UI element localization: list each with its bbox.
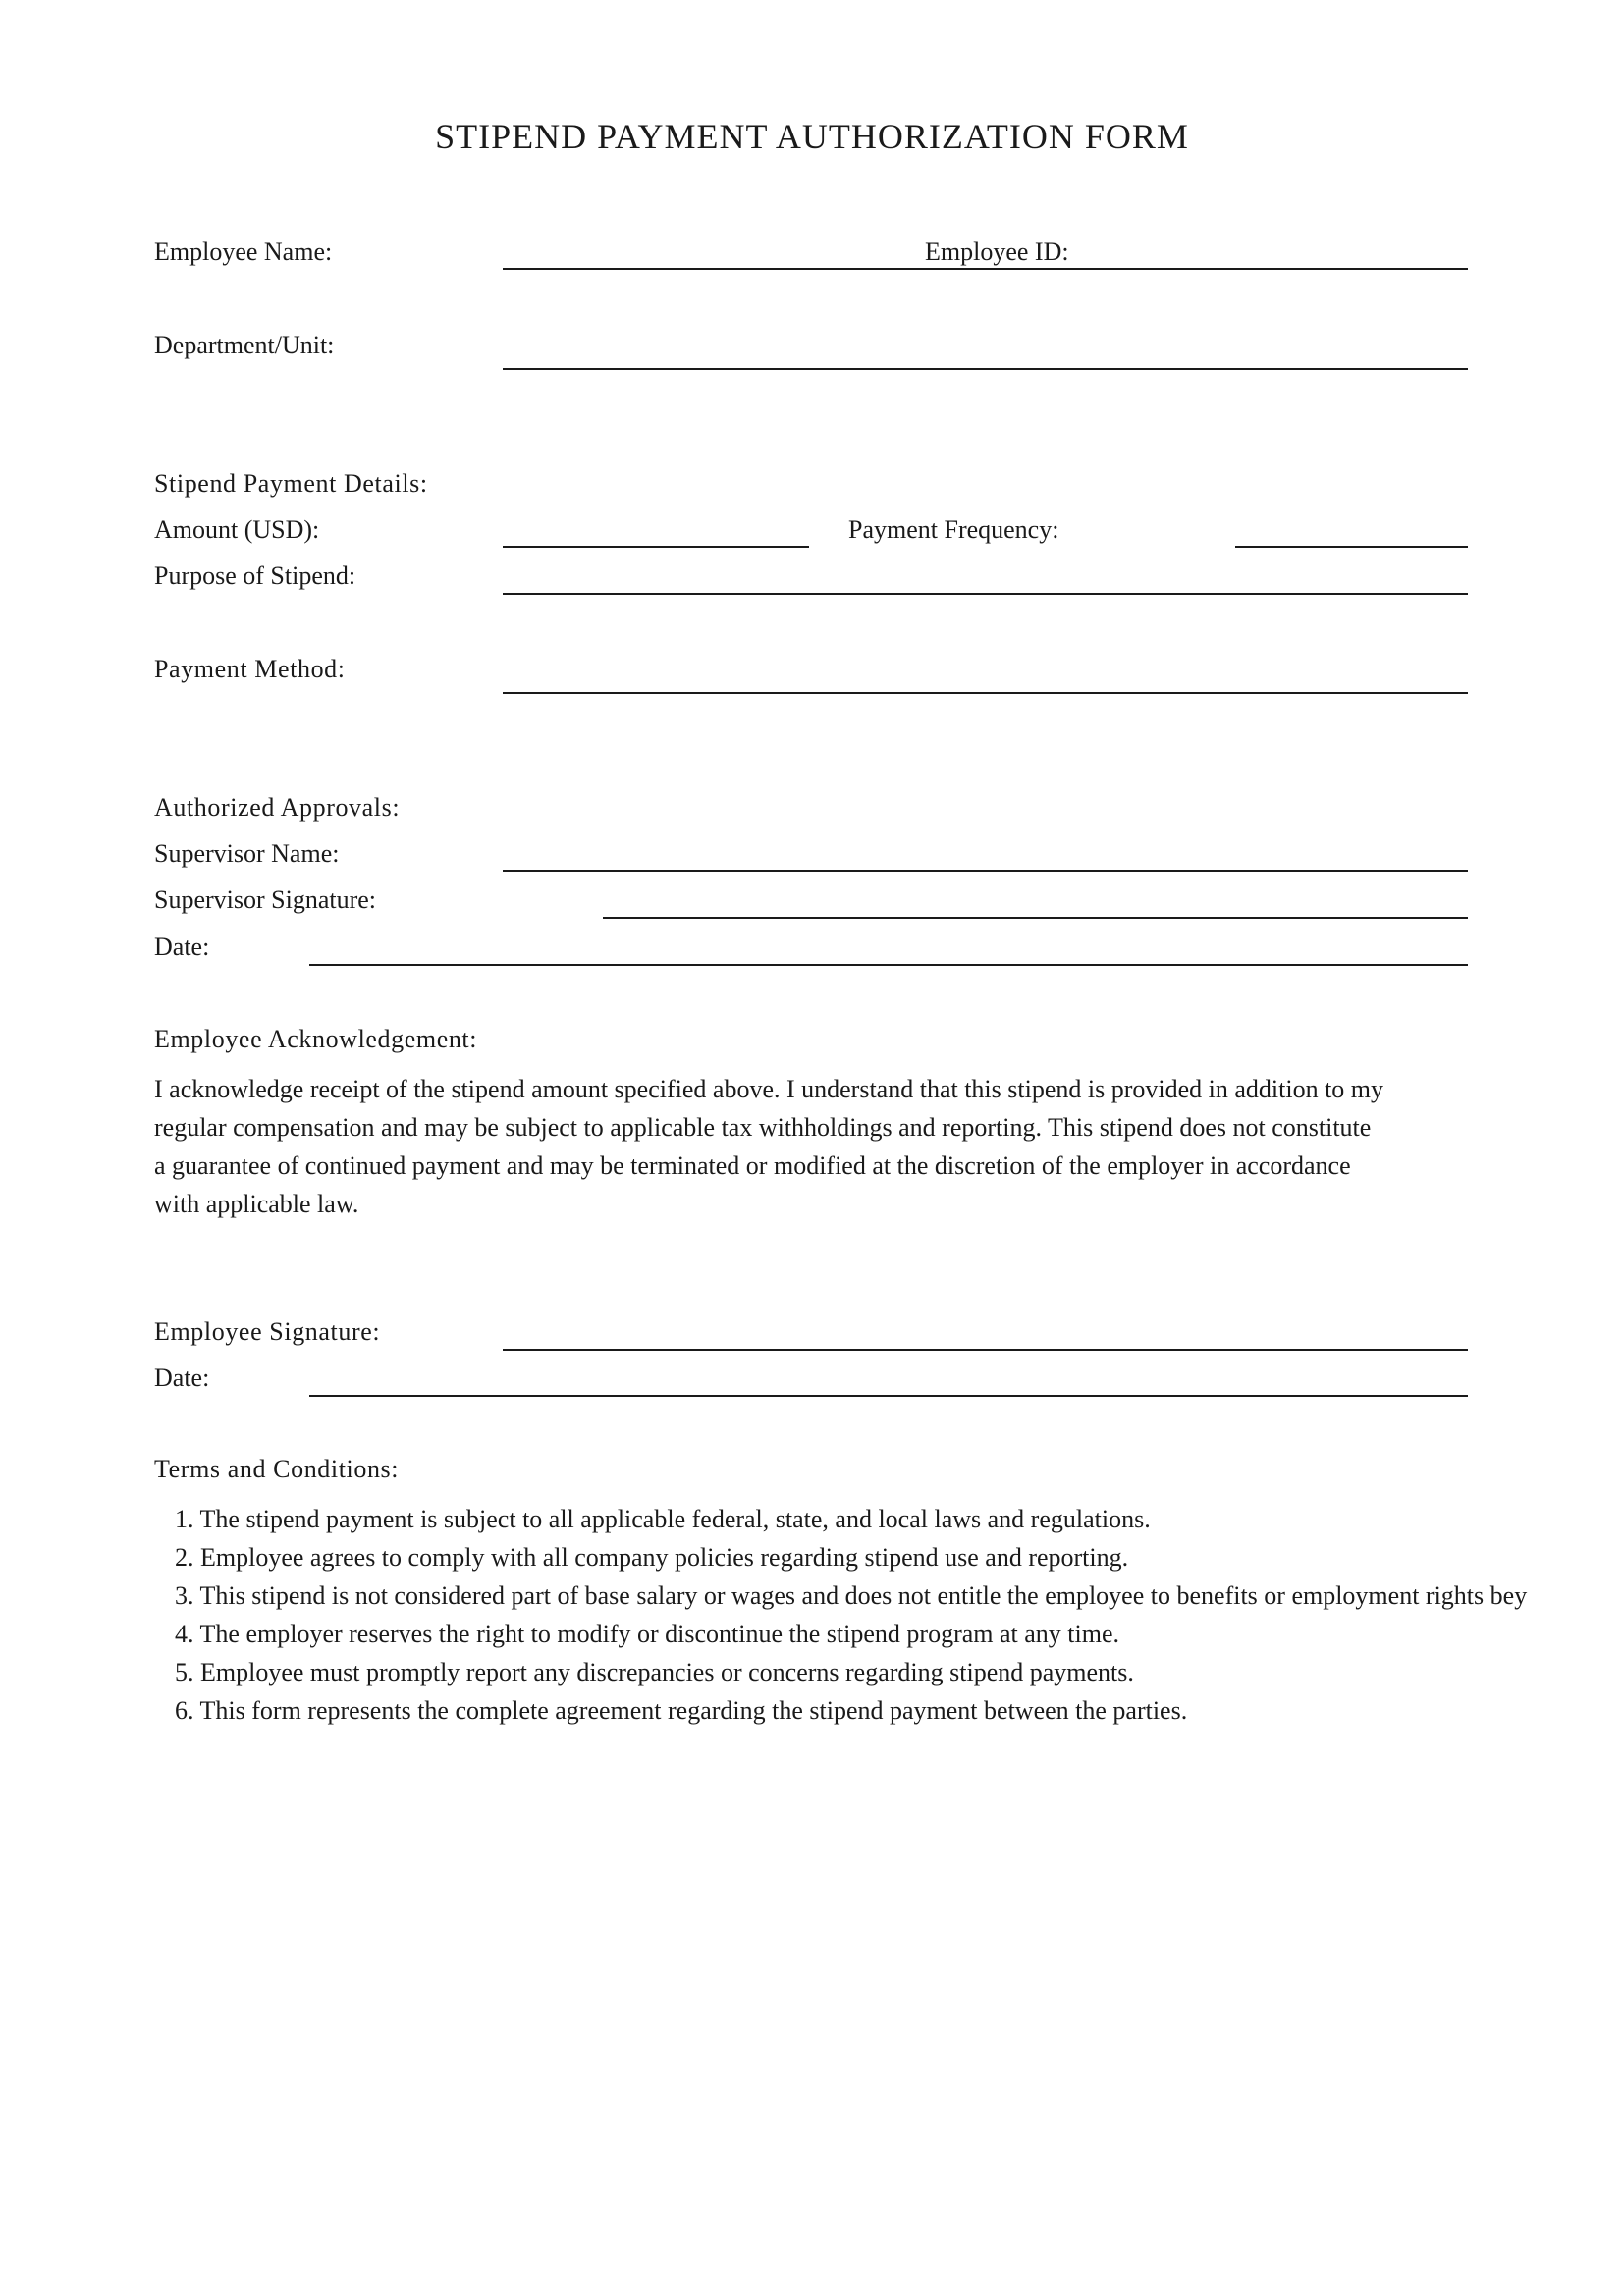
approval-date-label: Date: bbox=[154, 933, 210, 961]
employee-date-label: Date: bbox=[154, 1363, 210, 1392]
supervisor-signature-field[interactable] bbox=[603, 917, 1468, 919]
approvals-heading: Authorized Approvals: bbox=[154, 793, 401, 822]
form-title: STIPEND PAYMENT AUTHORIZATION FORM bbox=[435, 117, 1189, 156]
payment-frequency-label: Payment Frequency: bbox=[848, 515, 1059, 544]
employee-name-field[interactable] bbox=[503, 268, 1468, 270]
amount-label: Amount (USD): bbox=[154, 515, 320, 544]
acknowledgement-line: with applicable law. bbox=[154, 1190, 359, 1218]
terms-heading: Terms and Conditions: bbox=[154, 1455, 400, 1483]
purpose-label: Purpose of Stipend: bbox=[154, 561, 356, 590]
employee-date-field[interactable] bbox=[309, 1395, 1468, 1397]
supervisor-signature-label: Supervisor Signature: bbox=[154, 885, 377, 914]
acknowledgement-text bbox=[154, 1070, 1489, 1223]
department-field[interactable] bbox=[503, 368, 1468, 370]
payment-method-field[interactable] bbox=[503, 692, 1468, 694]
terms-item: 5. Employee must promptly report any discrepancies or concerns regarding stipend payments. bbox=[175, 1658, 1134, 1686]
payment-method-label: Payment Method: bbox=[154, 655, 346, 683]
payment-details-heading: Stipend Payment Details: bbox=[154, 469, 428, 498]
terms-item: 4. The employer reserves the right to modify or discontinue the stipend program at any time. bbox=[175, 1620, 1119, 1648]
employee-signature-field[interactable] bbox=[503, 1349, 1468, 1351]
terms-item: 6. This form represents the complete agreement regarding the stipend payment between the parties. bbox=[175, 1696, 1188, 1725]
employee-signature-label: Employee Signature: bbox=[154, 1317, 381, 1346]
acknowledgement-line: a guarantee of continued payment and may be terminated or modified at the discretion of the employer in accordance bbox=[154, 1151, 1351, 1180]
terms-item: 3. This stipend is not considered part of base salary or wages and does not entitle the employee to benefits or employment rights bey bbox=[175, 1581, 1528, 1610]
terms-item: 2. Employee agrees to comply with all company policies regarding stipend use and reporting. bbox=[175, 1543, 1129, 1572]
supervisor-name-field[interactable] bbox=[503, 870, 1468, 872]
terms-item: 1. The stipend payment is subject to all applicable federal, state, and local laws and regulations. bbox=[175, 1505, 1151, 1533]
acknowledgement-heading: Employee Acknowledgement: bbox=[154, 1025, 478, 1053]
acknowledgement-line: I acknowledge receipt of the stipend amount specified above. I understand that this stipend is provided in addition to my bbox=[154, 1075, 1384, 1103]
employee-name-label: Employee Name: bbox=[154, 238, 333, 266]
terms-list bbox=[175, 1500, 1527, 1730]
acknowledgement-line: regular compensation and may be subject to applicable tax withholdings and reporting. This stipend does not constitute bbox=[154, 1113, 1372, 1142]
department-label: Department/Unit: bbox=[154, 331, 335, 359]
purpose-field[interactable] bbox=[503, 593, 1468, 595]
approval-date-field[interactable] bbox=[309, 964, 1468, 966]
payment-frequency-field[interactable] bbox=[1235, 546, 1468, 548]
amount-field[interactable] bbox=[503, 546, 809, 548]
supervisor-name-label: Supervisor Name: bbox=[154, 839, 340, 868]
employee-id-label: Employee ID: bbox=[925, 238, 1069, 266]
